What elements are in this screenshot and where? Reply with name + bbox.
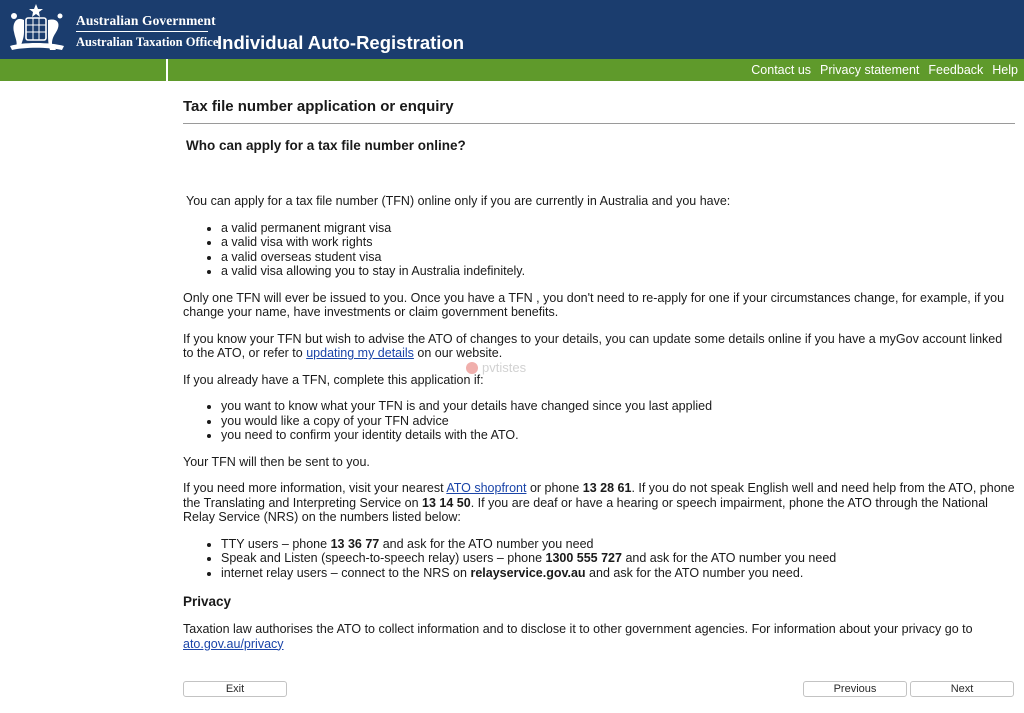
more-info-paragraph [183, 481, 1015, 525]
list-item-text: Speak and Listen (speech-to-speech relay) users – phone [221, 551, 546, 565]
contact-us-link[interactable]: Contact us [751, 63, 812, 77]
privacy-heading: Privacy [183, 594, 232, 609]
paragraph-text: Taxation law authorises the ATO to collect information and to disclose it to other government agencies. For information about your privacy go to [183, 622, 973, 636]
list-item: • you need to confirm your identity details with the ATO. [221, 428, 1015, 443]
tty-phone-number: 13 36 77 [330, 536, 380, 551]
previous-button[interactable]: Previous [803, 681, 907, 697]
watermark-text: pvtistes [482, 360, 527, 375]
already-have-paragraph: If you already have a TFN, complete this application if: [183, 372, 484, 387]
site-header [0, 0, 1024, 59]
utility-links [751, 59, 1018, 81]
paragraph-text: on our website. [413, 346, 503, 360]
nrs-list [183, 537, 1015, 581]
main-content [183, 81, 1015, 651]
watermark-logo-icon [466, 362, 478, 374]
list-item-text: and ask for the ATO number you need [621, 551, 837, 565]
list-item [221, 537, 1015, 552]
next-button[interactable]: Next [910, 681, 1014, 697]
list-item [221, 551, 1015, 566]
watermark [466, 360, 526, 375]
list-item-text: and ask for the ATO number you need. [585, 565, 804, 580]
government-name: Australian Government [76, 13, 216, 28]
nav-bar-divider [166, 59, 168, 81]
paragraph-text: . If you are deaf or have a hearing or speech impairment, phone the ATO through the National Relay Service (NRS) on the numbers listed below: [183, 495, 988, 524]
list-item: • a valid overseas student visa [221, 250, 1015, 265]
list-item-text: and ask for the ATO number you need [379, 536, 594, 551]
app-title: Individual Auto-Registration [217, 32, 465, 53]
updating-my-details-link[interactable]: updating my details [306, 346, 414, 360]
reasons-list [183, 399, 1015, 443]
tis-phone-number: 13 14 50 [422, 495, 471, 510]
paragraph-text: . If you do not speak English well and need help from the ATO, phone the Translating and Interpreting Service on [183, 481, 1015, 510]
paragraph-text: If you need more information, visit your nearest [183, 481, 447, 495]
list-item: • a valid permanent migrant visa [221, 221, 1015, 236]
visa-list [183, 221, 1015, 279]
list-item-text: internet relay users – connect to the NRS on [221, 565, 471, 580]
privacy-statement-link[interactable]: Privacy statement [820, 63, 920, 77]
agency-name: Australian Taxation Office [76, 35, 219, 49]
ato-privacy-link[interactable]: ato.gov.au/privacy [183, 636, 284, 651]
privacy-paragraph [183, 622, 1015, 651]
coat-of-arms-icon [2, 2, 70, 54]
page-title: Tax file number application or enquiry [183, 98, 454, 115]
know-tfn-paragraph [183, 332, 1015, 361]
list-item-text: TTY users – phone [221, 536, 331, 551]
header-divider [76, 31, 208, 32]
list-item: • a valid visa allowing you to stay in Australia indefinitely. [221, 264, 1015, 279]
list-item: • a valid visa with work rights [221, 235, 1015, 250]
list-item: • you would like a copy of your TFN advice [221, 414, 1015, 429]
paragraph-text: or phone [526, 481, 583, 495]
list-item [221, 566, 1015, 581]
relay-service-address: relayservice.gov.au [470, 565, 586, 580]
eligibility-intro: You can apply for a tax file number (TFN) online only if you are currently in Australia and you have: [186, 194, 731, 208]
sent-to-you-paragraph: Your TFN will then be sent to you. [183, 454, 370, 469]
one-tfn-paragraph: Only one TFN will ever be issued to you. Once you have a TFN , you don't need to re-apply for one if your circumstances change, for example, if you change your name, have investments or claim government benefits. [183, 290, 1005, 319]
ato-phone-number: 13 28 61 [582, 481, 632, 495]
title-divider [183, 123, 1015, 124]
section-heading: Who can apply for a tax file number online? [186, 138, 466, 153]
help-link[interactable]: Help [992, 63, 1018, 77]
list-item: • you want to know what your TFN is and your details have changed since you last applied [221, 399, 1015, 414]
feedback-link[interactable]: Feedback [928, 63, 984, 77]
paragraph-text: If you know your TFN but wish to advise the ATO of changes to your details, you can update some details online if you have a myGov account linked to the ATO, or refer to [183, 331, 1003, 360]
speak-listen-phone-number: 1300 555 727 [545, 551, 622, 565]
exit-button[interactable]: Exit [183, 681, 287, 697]
ato-shopfront-link[interactable]: ATO shopfront [446, 481, 527, 495]
